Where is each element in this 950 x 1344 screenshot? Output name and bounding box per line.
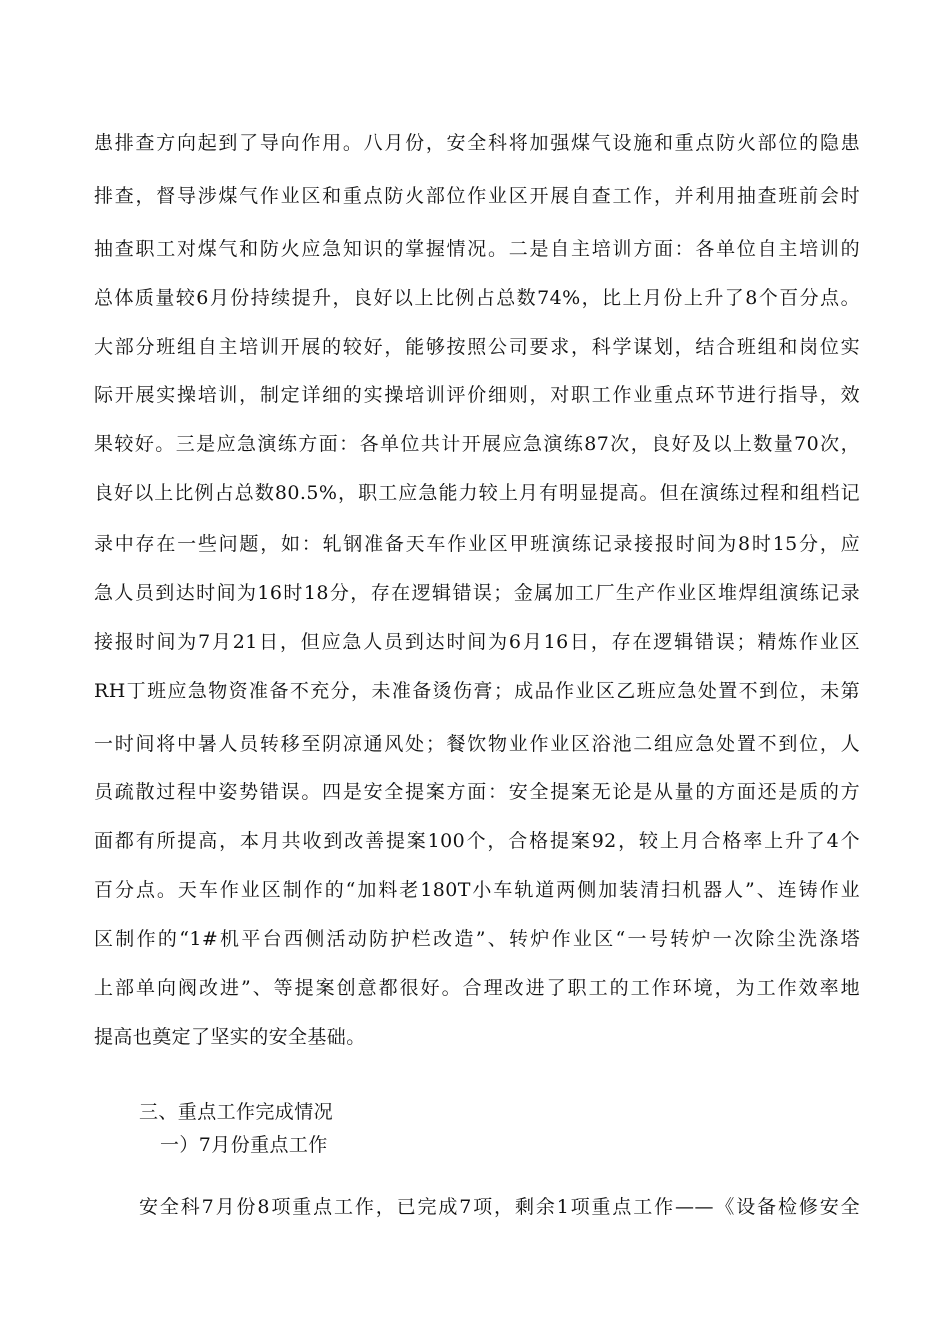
paragraph-line-14: 员疏散过程中姿势错误。四是安全提案方面：安全提案无论是从量的方面还是质的方 [94,781,860,803]
paragraph-line-17: 区制作的“1#机平台西侧活动防护栏改造”、转炉作业区“一号转炉一次除尘洗涤塔 [94,928,860,950]
paragraph-line-5: 大部分班组自主培训开展的较好，能够按照公司要求，科学谋划，结合班组和岗位实 [94,336,860,358]
paragraph-line-15: 面都有所提高，本月共收到改善提案100个，合格提案92，较上月合格率上升了4个 [94,830,860,852]
section-heading: 三、重点工作完成情况 [139,1101,334,1123]
paragraph-line-7: 果较好。三是应急演练方面：各单位共计开展应急演练87次，良好及以上数量70次， [94,433,860,455]
paragraph-line-1: 患排查方向起到了导向作用。八月份，安全科将加强煤气设施和重点防火部位的隐患 [94,132,860,154]
paragraph-line-4: 总体质量较6月份持续提升，良好以上比例占总数74%，比上月份上升了8个百分点。 [94,287,860,309]
paragraph-line-11: 接报时间为7月21日，但应急人员到达时间为6月16日，存在逻辑错误；精炼作业区 [94,631,860,653]
paragraph-line-18: 上部单向阀改进”、等提案创意都很好。合理改进了职工的工作环境，为工作效率地 [94,977,860,999]
paragraph-line-2: 排查，督导涉煤气作业区和重点防火部位作业区开展自查工作，并利用抽查班前会时 [94,185,860,207]
paragraph-line-19: 提高也奠定了坚实的安全基础。 [94,1026,366,1048]
paragraph-line-12: RH丁班应急物资准备不充分，未准备烫伤膏；成品作业区乙班应急处置不到位，未第 [94,680,860,702]
subsection-heading: 一）7月份重点工作 [160,1134,328,1156]
paragraph-line-9: 录中存在一些问题，如：轧钢准备天车作业区甲班演练记录接报时间为8时15分，应 [94,533,860,555]
paragraph-line-8: 良好以上比例占总数80.5%，职工应急能力较上月有明显提高。但在演练过程和组档记 [94,482,860,504]
paragraph-line-3: 抽查职工对煤气和防火应急知识的掌握情况。二是自主培训方面：各单位自主培训的 [94,238,860,260]
final-paragraph-line: 安全科7月份8项重点工作，已完成7项，剩余1项重点工作——《设备检修安全 [139,1196,860,1218]
paragraph-line-13: 一时间将中暑人员转移至阴凉通风处；餐饮物业作业区浴池二组应急处置不到位，人 [94,733,860,755]
paragraph-line-6: 际开展实操培训，制定详细的实操培训评价细则，对职工作业重点环节进行指导，效 [94,384,860,406]
paragraph-line-10: 急人员到达时间为16时18分，存在逻辑错误；金属加工厂生产作业区堆焊组演练记录 [94,582,860,604]
paragraph-line-16: 百分点。天车作业区制作的“加料老180T小车轨道两侧加装清扫机器人”、连铸作业 [94,879,860,901]
